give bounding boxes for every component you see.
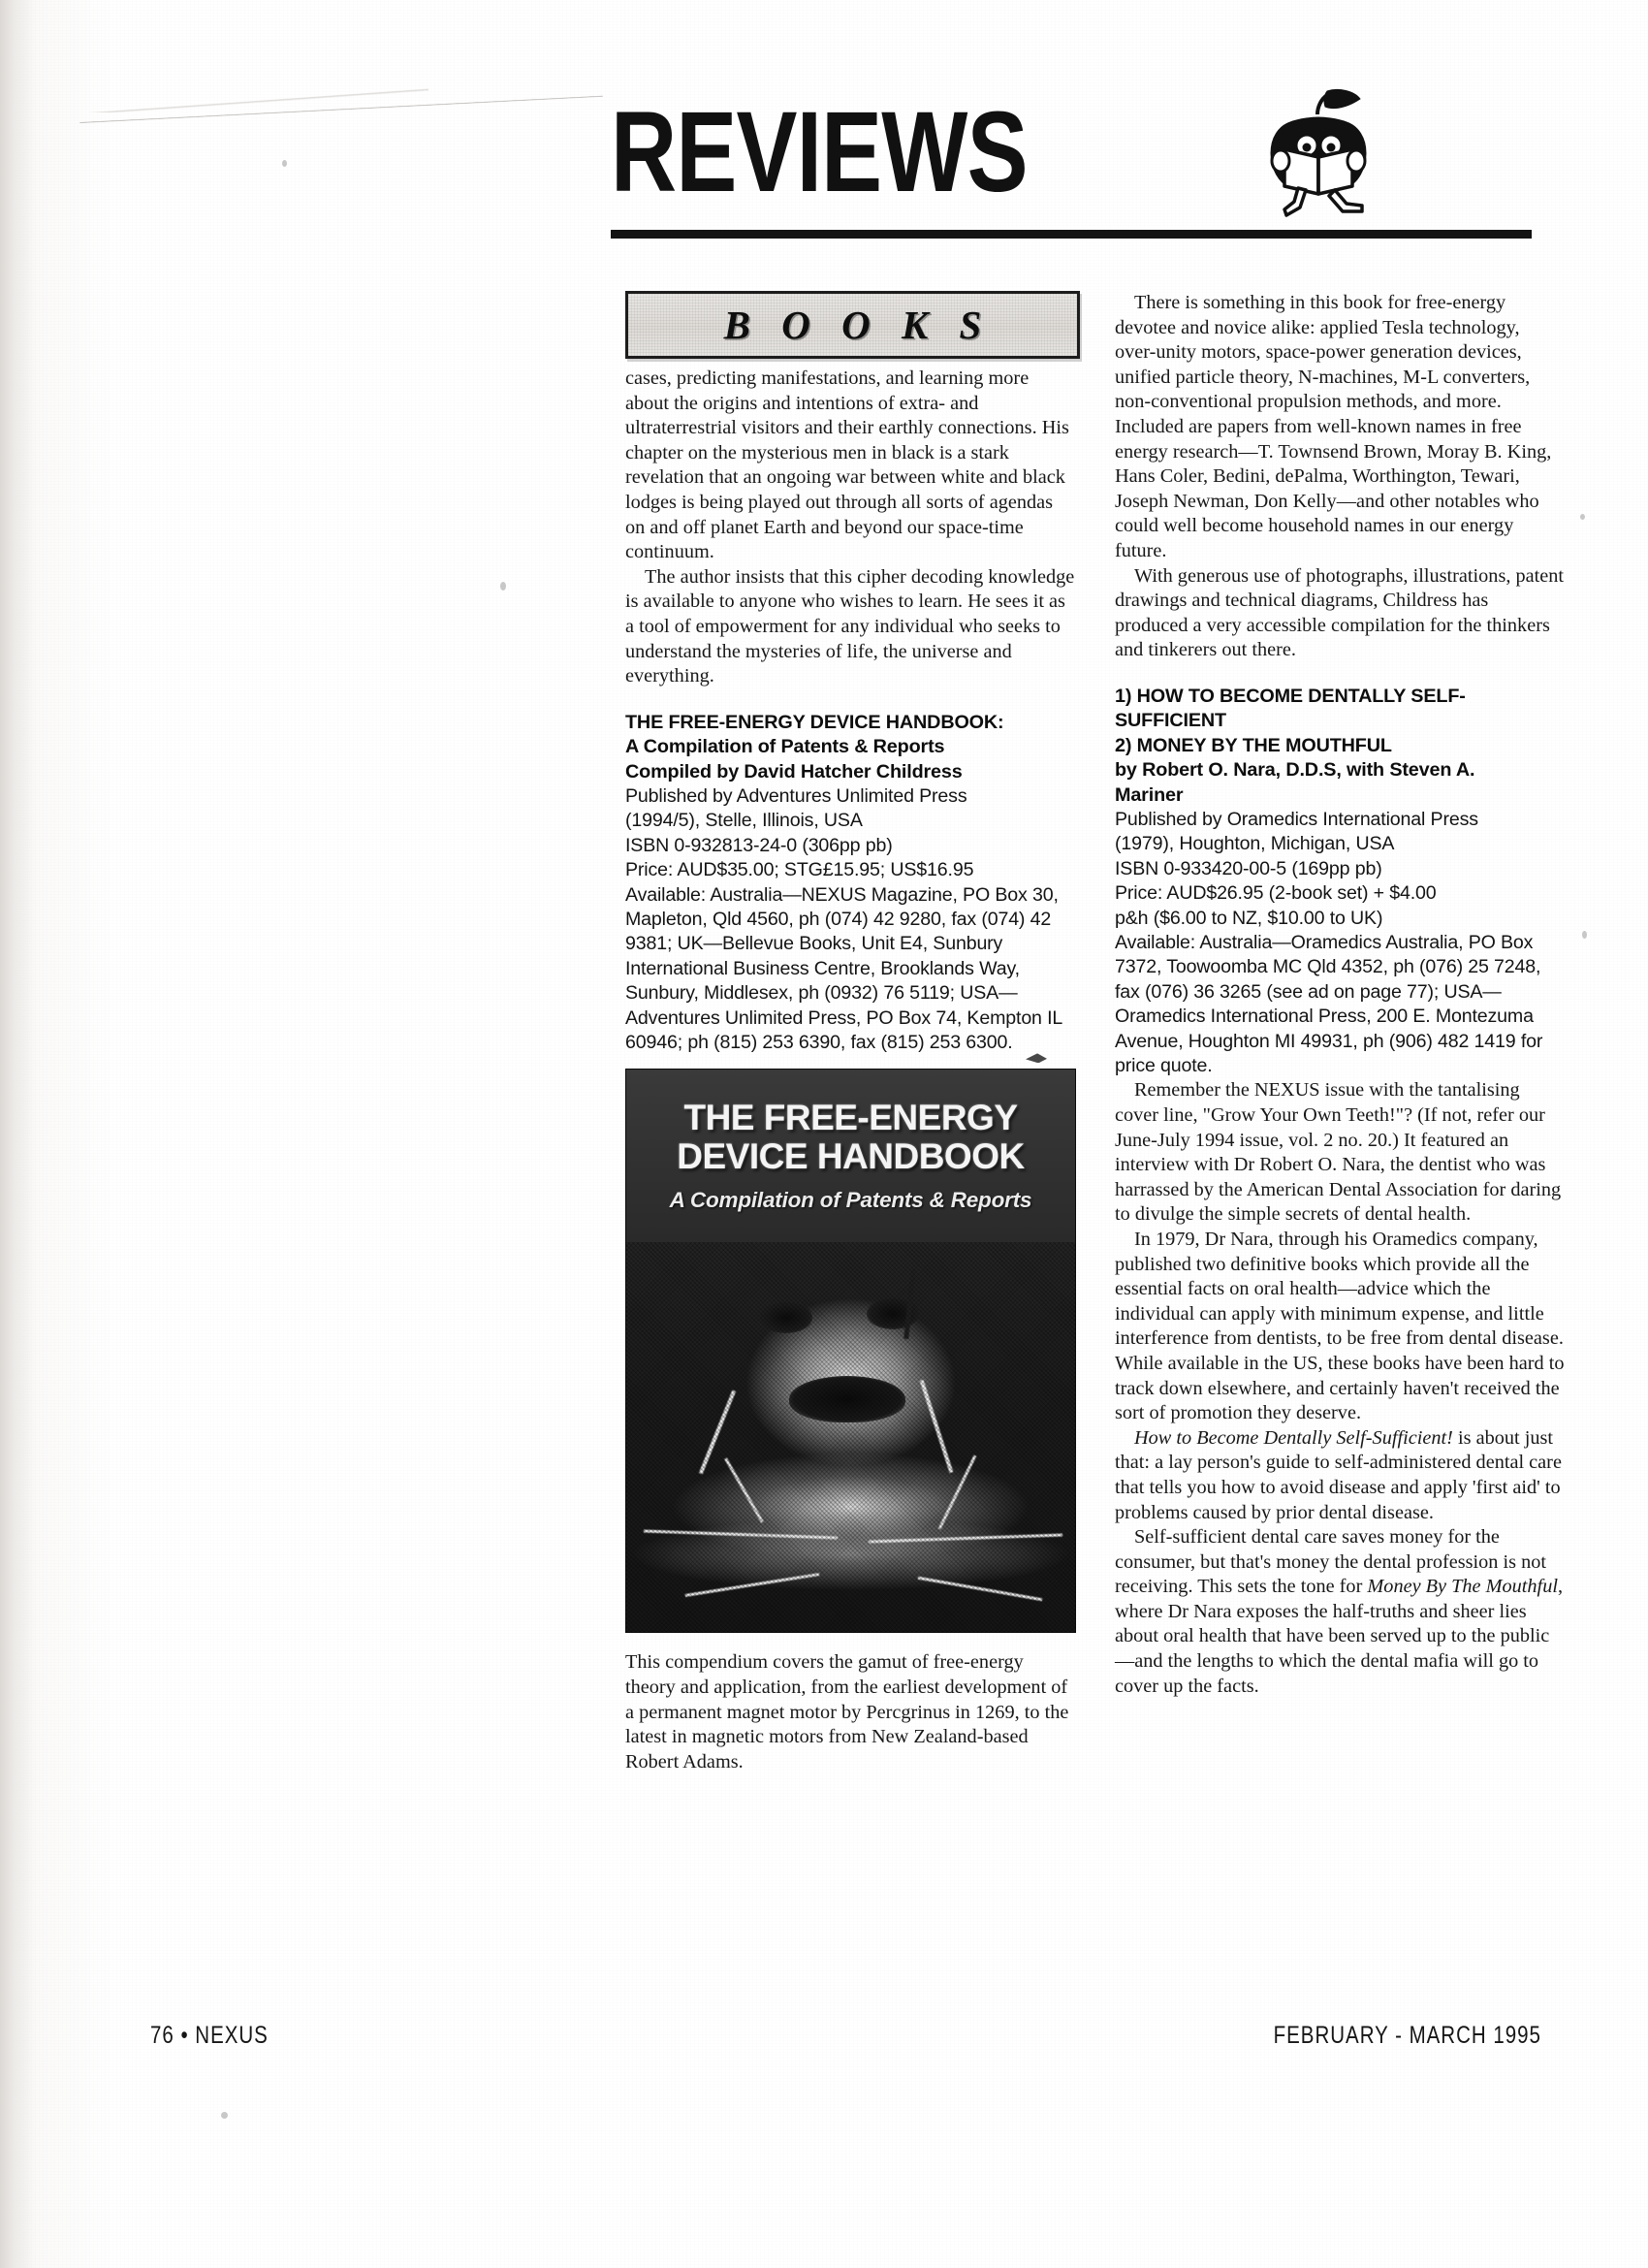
review-1-publisher-line-2: (1994/5), Stelle, Illinois, USA [625,810,863,832]
apple-reading-book-icon [1246,85,1391,221]
book-title-italic: How to Become Dentally Self-Sufficient! [1134,1426,1453,1449]
paragraph-text: is about just that: a lay person's guide to self-administered dental care that tells you how to avoid disease and apply 'first aid' to problems caused by prior dental disease. [1115,1426,1562,1523]
review-1-cover-figure [625,1069,1074,1633]
book-cover-title-line-2: DEVICE HANDBOOK [677,1136,1025,1177]
book-cover-title-band [626,1070,1075,1242]
review-1-title-line-2: A Compilation of Patents & Reports [625,736,945,758]
review-2-paragraph-2: In 1979, Dr Nara, through his Oramedics company, published two definitive books which provide all the essential facts on oral health—advice which the individual can apply with minimum expense, and little interference from dentists, to be free from dental disease. While available in the US, these books have been hard to track down elsewhere, and certainly haven't received the sort of promotion they deserve. [1115,1228,1565,1424]
page-title: REVIEWS [611,88,1028,216]
review-1-availability: Available: Australia—NEXUS Magazine, PO Box 30, Mapleton, Qld 4560, ph (074) 42 9280, fax (074) 42 9381; UK—Bellevue Books, Unit E4, Sunbury International Business Centre, Brooklands Way, Sunbury, Middlesex, ph (0932) 76 5119; USA—Adventures Unlimited Press, PO Box 74, Kempton IL 60946; ph (815) 253 6390, fax (815) 253 6300. [625,883,1062,1053]
scan-speck [1582,931,1587,939]
book-cover-image [625,1069,1076,1633]
spacer [1115,663,1566,685]
books-section-banner [625,291,1080,359]
review-1-title-line-1: THE FREE-ENERGY DEVICE HANDBOOK: [625,711,1004,733]
scan-speck [221,2112,228,2119]
book-title-italic: Money By The Mouthful [1367,1576,1558,1598]
scan-speck [500,582,506,591]
masthead [611,88,1532,252]
book-cover-subtitle: A Compilation of Patents & Reports [669,1188,1032,1213]
scan-speck [1580,514,1585,520]
review-2-price-line-1: Price: AUD$26.95 (2-book set) + $4.00 [1115,882,1437,905]
review-2-price-line-2: p&h ($6.00 to NZ, $10.00 to UK) [1115,907,1383,929]
review-2-isbn: ISBN 0-933420-00-5 (169pp pb) [1115,857,1382,879]
review-2-paragraph-4 [1115,1525,1566,1699]
masthead-rule [611,230,1532,239]
review-2-paragraph-1: Remember the NEXUS issue with the tantalising cover line, "Grow Your Own Teeth!"? (If not, refer our June-July 1994 issue, vol. 2 no. 20.) It featured an interview with Dr Robert O. Nara, the dentist who was harrassed by the American Dental Association for daring to divulge the simple secrets of dental health. [1115,1079,1562,1226]
books-section-label: B O O K S [723,303,993,347]
spacer [625,689,1076,711]
left-column [625,291,1076,1774]
review-1-caption: This compendium covers the gamut of free-energy theory and application, from the earliest development of a permanent magnet motor by Percgrinus in 1269, to the latest in magnetic motors from New Zealand-based Robert Adams. [625,1651,1069,1773]
book-cover-artwork [626,1242,1075,1632]
review-2-availability: Available: Australia—Oramedics Australia, PO Box 7372, Toowoomba MC Qld 4352, ph (076) 25 7248, fax (076) 36 3265 (see ad on page 77); USA—Oramedics International Press, 200 E. Montezuma Avenue, Houghton MI 49931, ph (906) 482 1419 for price quote. [1115,931,1543,1076]
issue-date: FEBRUARY - MARCH 1995 [1273,2022,1541,2049]
scan-edge-shadow [0,0,33,2268]
cover-art-halftone-texture [626,1242,1075,1632]
right-column [1115,291,1566,1699]
scan-streak-artifact-secondary [79,83,428,112]
review-1-paragraph-2: With generous use of photographs, illustrations, patent drawings and technical diagrams, Childress has produced a very accessible compilation for the thinkers and tinkerers out there. [1115,564,1565,661]
page-footer [0,2022,1648,2060]
continued-paragraph-1: cases, predicting manifestations, and learning more about the origins and intentions of extra- and ultraterrestrial visitors and their earthly connections. His chapter on the mysterious men in black is a stark revelation that an ongoing war between white and black lodges is being played out through all sorts of agendas on and off planet Earth and beyond our space-time continuum. [625,367,1069,563]
paragraph-text: , where Dr Nara exposes the half-truths and sheer lies about oral health that have been served up to the public—and the lengths to which the dental mafia will go to cover up the facts. [1115,1576,1564,1697]
review-2-publisher-line-2: (1979), Houghton, Michigan, USA [1115,833,1395,855]
review-2-publisher-line-1: Published by Oramedics International Press [1115,808,1478,830]
review-1-paragraph-1: There is something in this book for free-energy devotee and novice alike: applied Tesla technology, over-unity motors, space-power generation devices, unified particle theory, N-machines, M-L converters, non-conventional propulsion methods, and more. Included are papers from well-known names in free energy research—T. Townsend Brown, Moray B. King, Hans Coler, Bedini, dePalma, Worthington, Tewari, Joseph Newman, Don Kelly—and other notables who could well become household names in our energy future. [1115,292,1552,561]
review-1-byline: Compiled by David Hatcher Childress [625,760,963,783]
book-cover-title-line-1: THE FREE-ENERGY [683,1098,1018,1138]
review-2-title-line-2: SUFFICIENT [1115,710,1226,732]
continued-paragraph-2: The author insists that this cipher decoding knowledge is available to anyone who wishes to learn. He sees it as a tool of empowerment for any individual who seeks to understand the mysteries of life, the universe and everything. [625,565,1075,687]
review-1-price: Price: AUD$35.00; STG£15.95; US$16.95 [625,859,974,881]
review-1-isbn: ISBN 0-932813-24-0 (306pp pb) [625,834,893,856]
review-2-title-line-1: 1) HOW TO BECOME DENTALLY SELF- [1115,685,1466,707]
review-2-byline-line-1: by Robert O. Nara, D.D.S, with Steven A. [1115,759,1475,782]
review-1-publisher-line-1: Published by Adventures Unlimited Press [625,784,967,807]
review-2-paragraph-3 [1115,1426,1566,1525]
folio-page-number: 76 • NEXUS [150,2022,269,2049]
review-2-title-line-3: 2) MONEY BY THE MOUTHFUL [1115,734,1392,756]
review-2-byline-line-2: Mariner [1115,783,1184,806]
paragraph-text: Self-sufficient dental care saves money for the consumer, but that's money the dental profession is not receiving. This sets the tone for [1115,1526,1547,1598]
scan-speck [282,160,287,167]
